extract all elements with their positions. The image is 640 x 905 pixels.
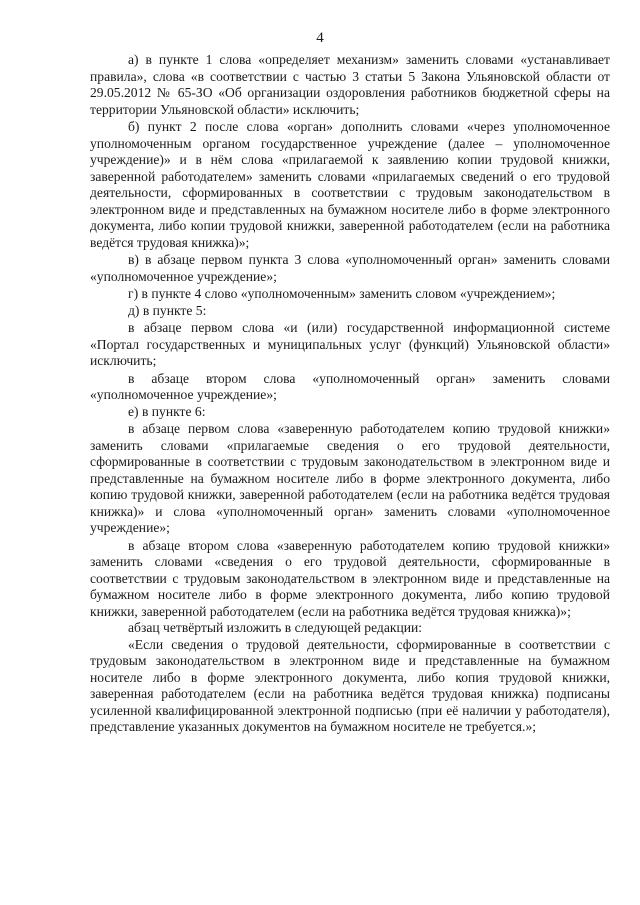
paragraph-d-first: в абзаце первом слова «и (или) государственной информационной системе «Портал государственных и муниципальных услуг (функций) Ульяновской области» исключить; bbox=[90, 320, 610, 368]
paragraph-e: е) в пункте 6: bbox=[128, 403, 206, 419]
paragraph-e-first: в абзаце первом слова «заверенную работодателем копию трудовой книжки» заменить словами «прилагаемые сведения о его трудовой деятельности, сформированные в соответствии с трудовым законодательством в электронном виде и представленные на бумажном носителе либо в форме электронного документа, либо копию трудовой книжки, заверенной работодателем (если на работника ведётся трудовая книжка)» и слова «уполномоченный орган» заменить словами «уполномоченное учреждение»; bbox=[90, 421, 610, 535]
page-number: 4 bbox=[316, 30, 324, 46]
paragraph-g: г) в пункте 4 слово «уполномоченным» заменить словом «учреждением»; bbox=[128, 286, 556, 301]
paragraph-v: в) в абзаце первом пункта 3 слова «уполномоченный орган» заменить словами «уполномоченное учреждение»; bbox=[90, 252, 610, 284]
paragraph-d: д) в пункте 5: bbox=[128, 302, 207, 318]
paragraph-b: б) пункт 2 после слова «орган» дополнить словами «через уполномоченное уполномоченным органом государственное учреждение (далее – уполномоченное учреждение)» и в нём слова «прилагаемой к заявлению копии трудовой книжки, заверенной работодателем» заменить словами «прилагаемых сведений о его трудовой деятельности, сформированных в соответствии с трудовым законодательством в электронном виде и представленных на бумажном носителе либо в форме электронного документа, либо копии трудовой книжки, заверенной работодателем (если на работника ведётся трудовая книжка)»; bbox=[90, 119, 610, 250]
paragraph-e-fourth-intro: абзац четвёртый изложить в следующей редакции: bbox=[128, 620, 423, 635]
paragraph-a: а) в пункте 1 слова «определяет механизм» заменить словами «устанавливает правила», слова «в соответствии с частью 3 статьи 5 Закона Ульяновской области от 29.05.2012 № 65-ЗО «Об организации оздоровления работников бюджетной сферы на территории Ульяновской области» исключить; bbox=[90, 52, 610, 117]
paragraph-e-second: в абзаце втором слова «заверенную работодателем копию трудовой книжки» заменить словами «сведения о его трудовой деятельности, сформированные в соответствии с трудовым законодательством в электронном виде и представленные на бумажном носителе либо в форме электронного документа, либо копию трудовой книжки, заверенной работодателем (если на работника ведётся трудовая книжка)»; bbox=[90, 537, 610, 619]
document-body bbox=[90, 52, 610, 736]
paragraph-d-second: в абзаце втором слова «уполномоченный орган» заменить словами «уполномоченное учреждение»; bbox=[90, 370, 610, 402]
paragraph-e-fourth-text: «Если сведения о трудовой деятельности, сформированные в соответствии с трудовым законодательством в электронном виде и представленные на бумажном носителе либо в форме электронного документа, либо копия трудовой книжки, заверенная работодателем (если на работника ведётся трудовая книжка) подписаны усиленной квалифицированной электронной подписью (при её наличии у работодателя), представление указанных документов на бумажном носителе не требуется.»; bbox=[90, 636, 610, 734]
